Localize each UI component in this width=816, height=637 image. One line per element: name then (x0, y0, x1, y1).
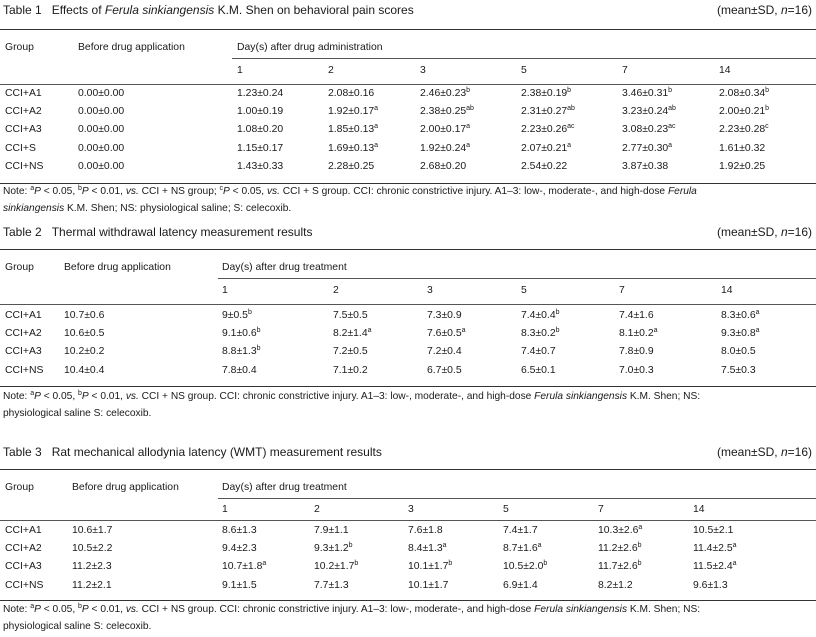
table-cell (333, 365, 368, 376)
cell-value: 1.92±0.17 (328, 106, 375, 118)
cell-value: 7.0±0.3 (619, 364, 654, 376)
table-1-header-days: Day(s) after drug administration (237, 42, 383, 53)
cell-value: 9.1±0.6 (222, 328, 257, 340)
day-header: 5 (521, 65, 527, 76)
table-cell (427, 365, 462, 376)
cell-value: 8.8±1.3 (222, 346, 257, 358)
cell-value: 7.2±0.5 (333, 346, 368, 358)
cell-value: 2.23±0.26 (521, 124, 568, 136)
significance-mark: a (374, 105, 379, 113)
cell-value: 11.5±2.4 (693, 561, 733, 573)
significance-mark: a (638, 524, 643, 531)
table-cell (222, 525, 257, 536)
row-group-label: CCI+A2 (5, 106, 42, 118)
row-before-value: 0.00±0.00 (78, 124, 125, 136)
table-cell (693, 543, 737, 554)
table-1-meta: (mean±SD, n=16) (717, 3, 812, 17)
cell-value: 1.43±0.33 (237, 160, 284, 172)
day-header: 5 (521, 285, 527, 296)
cell-value: 9.3±1.2 (314, 543, 349, 555)
row-group-label: CCI+A1 (5, 525, 42, 536)
significance-mark: a (442, 542, 447, 550)
row-before-value: 10.6±1.7 (72, 525, 113, 536)
table-1-header-rule (0, 84, 816, 85)
day-header: 2 (333, 285, 339, 296)
row-before-value: 10.6±0.5 (64, 328, 105, 340)
row-group-label: CCI+A3 (5, 561, 42, 573)
cell-value: 7.4±0.4 (521, 310, 556, 321)
significance-mark: b (765, 87, 770, 94)
cell-value: 2.00±0.21 (719, 106, 766, 118)
cell-value: 1.15±0.17 (237, 142, 284, 154)
significance-mark: ab (466, 105, 474, 113)
significance-mark: a (732, 560, 737, 568)
cell-value: 1.08±0.20 (237, 124, 284, 136)
table-cell (427, 310, 462, 321)
day-header: 7 (598, 504, 604, 515)
table-cell (222, 310, 252, 321)
significance-mark: ac (668, 123, 676, 131)
cell-value: 1.23±0.24 (237, 88, 284, 99)
table-cell (237, 88, 283, 99)
significance-mark: a (567, 141, 572, 149)
cell-value: 7.6±0.5 (427, 328, 462, 340)
table-2-note: Note: $^a$P < 0.05, $^b$P < 0.01, vs. CCI + NS group. CCI: chronic constrictive injury. A1–3: low-, moderate-, and high-dose Ferula sinkiangensis K.M. Shen; NS: physiological saline S: celecoxib. (3, 390, 701, 419)
table-cell (719, 124, 769, 135)
cell-value: 9.4±2.3 (222, 543, 257, 555)
cell-value: 3.23±0.24 (622, 106, 669, 118)
table-cell (420, 106, 474, 117)
cell-value: 1.92±0.24 (420, 142, 467, 154)
cell-value: 11.2±2.6 (598, 543, 638, 555)
table-cell (598, 561, 642, 572)
significance-mark: b (348, 542, 353, 550)
table-3-header-rule (0, 520, 816, 521)
significance-mark: a (732, 542, 737, 550)
table-cell (503, 543, 542, 554)
table-cell (521, 88, 571, 99)
table-cell (521, 365, 556, 376)
cell-value: 7.6±1.8 (408, 525, 443, 536)
significance-mark: a (755, 327, 760, 335)
cell-value: 2.07±0.21 (521, 142, 568, 154)
table-3 (0, 442, 816, 632)
cell-value: 1.85±0.13 (328, 124, 375, 136)
table-cell (719, 161, 765, 172)
day-header: 3 (420, 65, 426, 76)
table-cell (328, 106, 378, 117)
cell-value: 8.2±1.2 (598, 579, 633, 591)
table-cell (408, 561, 452, 572)
day-header: 14 (693, 504, 705, 515)
cell-value: 9.3±0.8 (721, 328, 756, 340)
table-cell (619, 328, 658, 339)
cell-value: 3.87±0.38 (622, 160, 669, 172)
cell-value: 8.7±1.6 (503, 543, 538, 555)
day-header: 1 (237, 65, 243, 76)
day-header: 5 (503, 504, 509, 515)
table-cell (521, 143, 571, 154)
table-cell (314, 525, 349, 536)
row-before-value: 11.2±2.3 (72, 561, 112, 573)
table-cell (719, 143, 765, 154)
cell-value: 6.7±0.5 (427, 364, 462, 376)
cell-value: 8.1±0.2 (619, 328, 654, 340)
cell-value: 2.08±0.16 (328, 88, 375, 99)
table-cell (521, 346, 556, 357)
table-cell (521, 328, 560, 339)
table-cell (693, 580, 728, 591)
table-3-meta: (mean±SD, n=16) (717, 445, 812, 459)
cell-value: 10.1±1.7 (408, 579, 449, 591)
cell-value: 10.2±1.7 (314, 561, 355, 573)
table-3-title: Table 3 Rat mechanical allodynia latency (WMT) measurement results (3, 445, 382, 459)
table-cell (521, 106, 575, 117)
table-2-top-rule (0, 249, 816, 250)
table-cell (719, 88, 769, 99)
table-cell (237, 143, 283, 154)
cell-value: 10.5±2.0 (503, 561, 544, 573)
row-before-value: 10.5±2.2 (72, 543, 113, 555)
table-cell (222, 365, 257, 376)
cell-value: 3.08±0.23 (622, 124, 669, 136)
table-cell (721, 310, 760, 321)
table-cell (408, 580, 448, 591)
significance-mark: b (247, 309, 252, 316)
cell-value: 8.3±0.2 (521, 328, 556, 340)
row-group-label: CCI+A3 (5, 346, 42, 358)
significance-mark: a (466, 123, 471, 131)
significance-mark: a (367, 327, 372, 335)
cell-value: 6.5±0.1 (521, 364, 556, 376)
day-header: 3 (408, 504, 414, 515)
significance-mark: b (555, 309, 560, 316)
table-2-header-before: Before drug application (64, 262, 171, 273)
significance-mark: b (466, 87, 471, 94)
significance-mark: b (668, 87, 673, 94)
table-cell (314, 561, 358, 572)
cell-value: 2.46±0.23 (420, 88, 467, 99)
day-header: 7 (619, 285, 625, 296)
table-cell (721, 328, 760, 339)
table-cell (420, 88, 470, 99)
table-cell (237, 124, 283, 135)
table-cell (427, 328, 466, 339)
cell-value: 2.38±0.19 (521, 88, 568, 99)
row-before-value: 10.2±0.2 (64, 346, 105, 358)
cell-value: 8.6±1.3 (222, 525, 257, 536)
table-3-titlebar (0, 442, 816, 464)
table-2-bottom-rule (0, 386, 816, 387)
day-header: 1 (222, 285, 228, 296)
table-1-header-group: Group (5, 42, 34, 53)
table-cell (222, 580, 257, 591)
cell-value: 10.7±1.8 (222, 561, 263, 573)
table-cell (222, 561, 266, 572)
significance-mark: a (374, 141, 379, 149)
table-cell (503, 580, 538, 591)
day-header: 2 (328, 65, 334, 76)
cell-value: 7.5±0.5 (333, 310, 368, 321)
table-1-titlebar (0, 0, 816, 22)
cell-value: 9.1±1.5 (222, 579, 257, 591)
significance-mark: b (567, 87, 572, 94)
cell-value: 2.68±0.20 (420, 160, 467, 172)
table-cell (693, 561, 737, 572)
cell-value: 2.08±0.34 (719, 88, 766, 99)
day-header: 2 (314, 504, 320, 515)
table-cell (503, 561, 547, 572)
table-cell (598, 580, 633, 591)
cell-value: 10.5±2.1 (693, 525, 734, 536)
table-2-title: Table 2 Thermal withdrawal latency measurement results (3, 225, 313, 239)
cell-value: 10.1±1.7 (408, 561, 449, 573)
table-3-top-rule (0, 469, 816, 470)
row-group-label: CCI+A2 (5, 328, 42, 340)
table-cell (622, 161, 668, 172)
table-cell (622, 106, 676, 117)
row-group-label: CCI+NS (5, 160, 44, 172)
day-header: 1 (222, 504, 228, 515)
significance-mark: ab (567, 105, 575, 113)
significance-mark: b (256, 327, 261, 335)
significance-mark: a (374, 123, 379, 131)
table-cell (622, 124, 676, 135)
cell-value: 2.54±0.22 (521, 160, 568, 172)
table-1-note: Note: $^a$P < 0.05, $^b$P < 0.01, vs. CCI + NS group; $^c$P < 0.05, vs. CCI + S group. CCI: chronic constrictive injury. A1–3: low-, moderate-, and high-dose Ferula sinkiangensis K.M. Shen; NS: physiological saline; S: celecoxib. (3, 185, 697, 214)
table-2-subheader-rule (218, 278, 816, 279)
significance-mark: a (653, 327, 658, 335)
row-group-label: CCI+A3 (5, 124, 42, 136)
cell-value: 8.3±0.6 (721, 310, 756, 321)
table-2-header-group: Group (5, 262, 34, 273)
table-cell (222, 328, 261, 339)
cell-value: 1.92±0.25 (719, 160, 766, 172)
significance-mark: b (637, 560, 642, 568)
table-1-top-rule (0, 29, 816, 30)
significance-mark: a (461, 327, 466, 335)
cell-value: 8.4±1.3 (408, 543, 443, 555)
row-group-label: CCI+NS (5, 364, 44, 376)
table-cell (503, 525, 538, 536)
row-before-value: 10.4±0.4 (64, 364, 105, 376)
cell-value: 11.4±2.5 (693, 543, 733, 555)
table-cell (420, 161, 466, 172)
table-3-bottom-rule (0, 600, 816, 601)
row-group-label: CCI+A1 (5, 310, 42, 321)
table-cell (314, 543, 353, 554)
table-3-subheader-rule (218, 498, 816, 499)
table-2-titlebar (0, 222, 816, 244)
table-1-title: Table 1 Effects of Ferula sinkiangensis K.M. Shen on behavioral pain scores (3, 3, 414, 17)
table-1-subheader-rule (232, 58, 816, 59)
cell-value: 1.61±0.32 (719, 142, 766, 154)
table-cell (222, 346, 261, 357)
day-header: 14 (719, 65, 731, 76)
significance-mark: a (537, 542, 542, 550)
cell-value: 2.77±0.30 (622, 142, 669, 154)
significance-mark: a (262, 560, 267, 568)
table-cell (333, 310, 368, 321)
cell-value: 7.1±0.2 (333, 364, 368, 376)
table-2 (0, 222, 816, 419)
significance-mark: ab (668, 105, 676, 113)
table-cell (408, 543, 447, 554)
table-cell (622, 88, 672, 99)
row-group-label: CCI+S (5, 142, 36, 154)
table-cell (237, 106, 283, 117)
significance-mark: c (765, 123, 769, 131)
cell-value: 7.5±0.3 (721, 364, 756, 376)
cell-value: 2.23±0.28 (719, 124, 766, 136)
table-cell (693, 525, 733, 536)
table-cell (420, 124, 470, 135)
day-header: 14 (721, 285, 733, 296)
table-2-header-rule (0, 304, 816, 305)
row-before-value: 0.00±0.00 (78, 142, 125, 154)
table-1 (0, 0, 816, 214)
table-cell (333, 328, 372, 339)
significance-mark: b (256, 345, 261, 353)
day-header: 7 (622, 65, 628, 76)
table-cell (521, 161, 567, 172)
day-header: 3 (427, 285, 433, 296)
table-cell (328, 161, 374, 172)
table-cell (408, 525, 443, 536)
table-3-header-group: Group (5, 482, 34, 493)
cell-value: 7.3±0.9 (427, 310, 462, 321)
table-cell (314, 580, 349, 591)
significance-mark: a (466, 141, 471, 149)
cell-value: 6.9±1.4 (503, 579, 538, 591)
significance-mark: b (543, 560, 548, 568)
table-3-note: Note: $^a$P < 0.05, $^b$P < 0.01, vs. CCI + NS group. CCI: chronic constrictive injury. A1–3: low-, moderate-, and high-dose Ferula sinkiangensis K.M. Shen; NS: physiological saline S: celecoxib. (3, 603, 701, 632)
row-group-label: CCI+A2 (5, 543, 42, 555)
cell-value: 7.4±1.6 (619, 310, 654, 321)
table-cell (237, 161, 283, 172)
cell-value: 7.2±0.4 (427, 346, 462, 358)
cell-value: 7.8±0.9 (619, 346, 654, 358)
table-cell (328, 143, 378, 154)
cell-value: 9±0.5 (222, 310, 248, 321)
cell-value: 2.38±0.25 (420, 106, 467, 118)
table-cell (333, 346, 368, 357)
cell-value: 7.8±0.4 (222, 364, 257, 376)
cell-value: 2.28±0.25 (328, 160, 375, 172)
row-before-value: 0.00±0.00 (78, 160, 125, 172)
table-cell (619, 310, 654, 321)
cell-value: 11.7±2.6 (598, 561, 638, 573)
cell-value: 7.4±1.7 (503, 525, 538, 536)
table-cell (222, 543, 257, 554)
cell-value: 8.2±1.4 (333, 328, 368, 340)
cell-value: 1.69±0.13 (328, 142, 375, 154)
cell-value: 7.9±1.1 (314, 525, 349, 536)
table-2-header-days: Day(s) after drug treatment (222, 262, 347, 273)
significance-mark: b (555, 327, 560, 335)
table-cell (622, 143, 672, 154)
cell-value: 1.00±0.19 (237, 106, 284, 118)
table-1-header-before: Before drug application (78, 42, 185, 53)
table-cell (721, 346, 756, 357)
cell-value: 2.31±0.27 (521, 106, 568, 118)
cell-value: 7.7±1.3 (314, 579, 349, 591)
table-cell (598, 525, 642, 536)
table-cell (521, 124, 575, 135)
row-before-value: 0.00±0.00 (78, 106, 125, 118)
row-before-value: 0.00±0.00 (78, 88, 125, 99)
significance-mark: b (765, 105, 770, 113)
table-2-meta: (mean±SD, n=16) (717, 225, 812, 239)
table-3-header-before: Before drug application (72, 482, 179, 493)
table-cell (598, 543, 642, 554)
cell-value: 9.6±1.3 (693, 579, 728, 591)
significance-mark: b (637, 542, 642, 550)
cell-value: 10.3±2.6 (598, 525, 639, 536)
table-cell (427, 346, 462, 357)
table-3-header-days: Day(s) after drug treatment (222, 482, 347, 493)
table-cell (328, 88, 374, 99)
row-before-value: 10.7±0.6 (64, 310, 105, 321)
significance-mark: a (755, 309, 760, 316)
cell-value: 7.4±0.7 (521, 346, 556, 358)
row-group-label: CCI+NS (5, 579, 44, 591)
row-before-value: 11.2±2.1 (72, 579, 112, 591)
significance-mark: b (354, 560, 359, 568)
table-cell (721, 365, 756, 376)
row-group-label: CCI+A1 (5, 88, 42, 99)
cell-value: 8.0±0.5 (721, 346, 756, 358)
significance-mark: a (668, 141, 673, 149)
table-cell (619, 346, 654, 357)
table-cell (521, 310, 560, 321)
table-cell (619, 365, 654, 376)
table-cell (328, 124, 378, 135)
cell-value: 2.00±0.17 (420, 124, 467, 136)
table-cell (420, 143, 470, 154)
significance-mark: ac (567, 123, 575, 131)
table-cell (719, 106, 769, 117)
cell-value: 3.46±0.31 (622, 88, 669, 99)
significance-mark: b (448, 560, 453, 568)
